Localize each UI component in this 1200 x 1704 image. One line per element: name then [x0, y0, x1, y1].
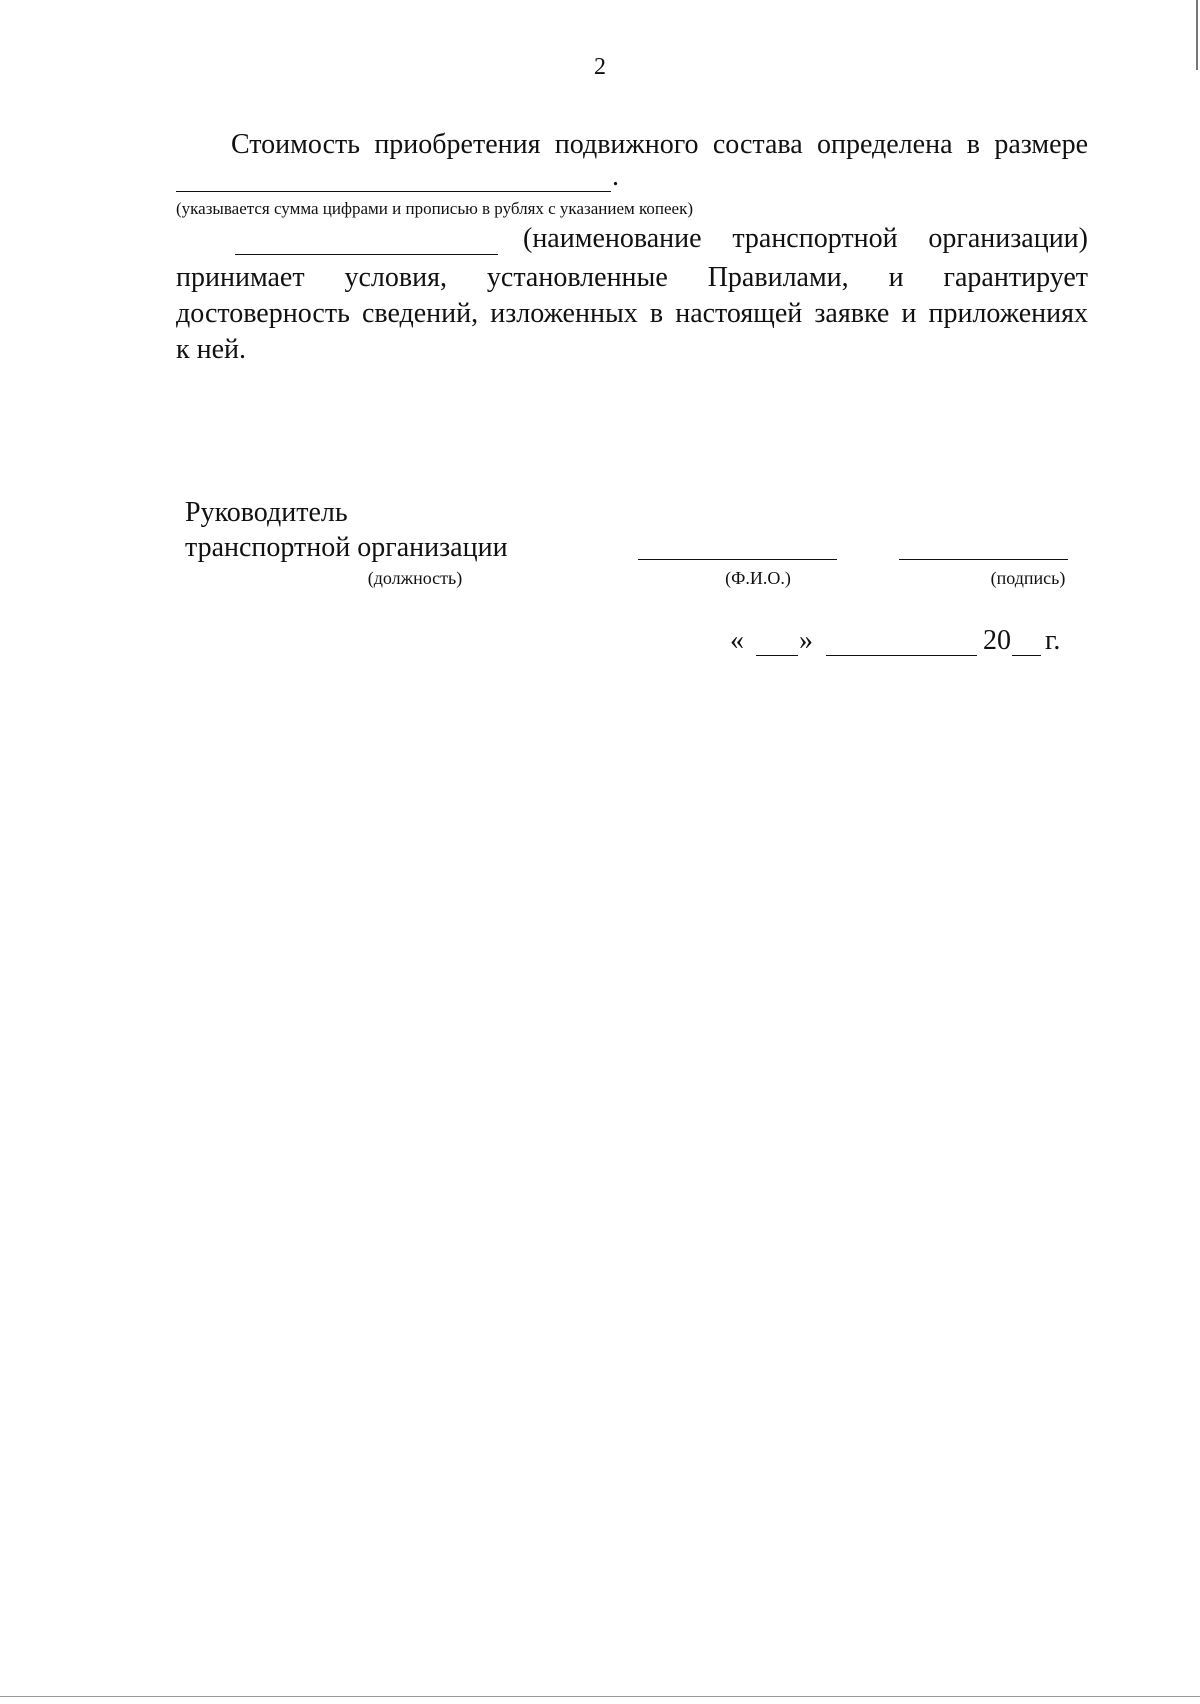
date-day-blank: [756, 655, 798, 656]
cost-amount-blank: [176, 191, 611, 192]
organization-name-blank: [235, 254, 498, 255]
position-label: (должность): [367, 568, 463, 588]
acceptance-line-3: достоверность сведений, изложенных в настоящей заявке и приложениях: [176, 298, 1088, 329]
scan-bottom-edge: [0, 1696, 1200, 1697]
signature-label: (подпись): [990, 568, 1066, 588]
date-open-quote: «: [730, 625, 744, 656]
date-month-blank: [826, 655, 977, 656]
acceptance-line-4: к ней.: [176, 334, 246, 365]
signature-blank: [899, 559, 1068, 560]
date-year-prefix: 20: [983, 625, 1011, 656]
position-line-1: Руководитель: [185, 497, 348, 528]
page-number: 2: [594, 54, 606, 80]
cost-sentence: Стоимость приобретения подвижного состава определена в размере: [231, 129, 1088, 160]
organization-hint: (наименование транспортной организации): [523, 223, 1088, 254]
full-name-label: (Ф.И.О.): [725, 568, 791, 588]
full-name-blank: [638, 559, 837, 560]
cost-period: .: [612, 161, 619, 192]
cost-hint: (указывается сумма цифрами и прописью в рублях с указанием копеек): [176, 199, 693, 218]
date-close-quote: »: [799, 625, 813, 656]
scan-edge-mark: [1196, 0, 1198, 70]
date-year-blank: [1012, 655, 1041, 656]
position-line-2: транспортной организации: [185, 532, 508, 563]
acceptance-line-2: принимает условия, установленные Правилами, и гарантирует: [176, 262, 1088, 293]
date-year-suffix: г.: [1045, 625, 1061, 656]
